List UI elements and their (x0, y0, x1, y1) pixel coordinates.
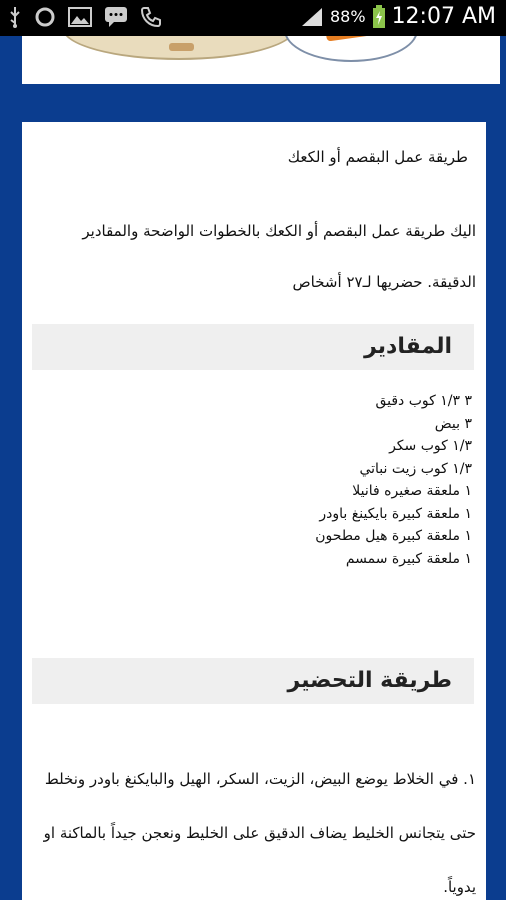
ingredient-item: ٣ بيض (434, 415, 472, 432)
ingredient-item: ١ ملعقة صغيره فانيلا (352, 483, 472, 499)
system-icons (300, 4, 496, 29)
ingredient-item: ١/٣ كوب سكر (389, 438, 472, 454)
usb-icon (8, 6, 22, 28)
ingredient-item: ١ ملعقة كبيرة هيل مطحون (315, 528, 472, 544)
chat-bubble-icon (104, 6, 128, 28)
ingredients-list (315, 390, 472, 570)
notification-icons (8, 6, 162, 28)
signal-icon (300, 6, 324, 28)
ingredient-item: ١ ملعقة كبيرة بايكينغ باودر (319, 505, 472, 522)
recipe-image-card (22, 36, 500, 84)
circle-notification-icon (34, 6, 56, 28)
recipe-intro: اليك طريقة عمل البقصم أو الكعك بالخطوات الواضحة والمقادير الدقيقة. حضريها لـ٢٧ أشخاص (82, 222, 476, 291)
recipe-title: طريقة عمل البقصم أو الكعك (287, 148, 468, 166)
recipe-image-plate (62, 36, 296, 60)
method-heading: طريقة التحضير (32, 658, 474, 704)
clock: 12:07 AM (391, 4, 496, 29)
status-bar (0, 0, 506, 36)
recipe-image-plate (284, 36, 418, 62)
method-step: ١. في الخلاط يوضع البيض، الزيت، السكر، الهيل والبايكنغ باودر ونخلط حتى يتجانس الخليط يضاف الدقيق على الخليط ونعجن جيداً بالماكنة او يدوياً. (43, 770, 476, 896)
recipe-content-card (22, 122, 486, 900)
phone-icon (140, 6, 162, 28)
image-icon (68, 7, 92, 27)
ingredient-item: ١ ملعقة كبيرة سمسم (345, 550, 472, 567)
ingredient-item: ٣ ١/٣ كوب دقيق (375, 393, 472, 409)
battery-percent: 88% (330, 7, 366, 26)
ingredient-item: ١/٣ كوب زيت نباتي (359, 460, 472, 477)
battery-charging-icon (372, 5, 386, 29)
ingredients-heading: المقادير (32, 324, 474, 370)
